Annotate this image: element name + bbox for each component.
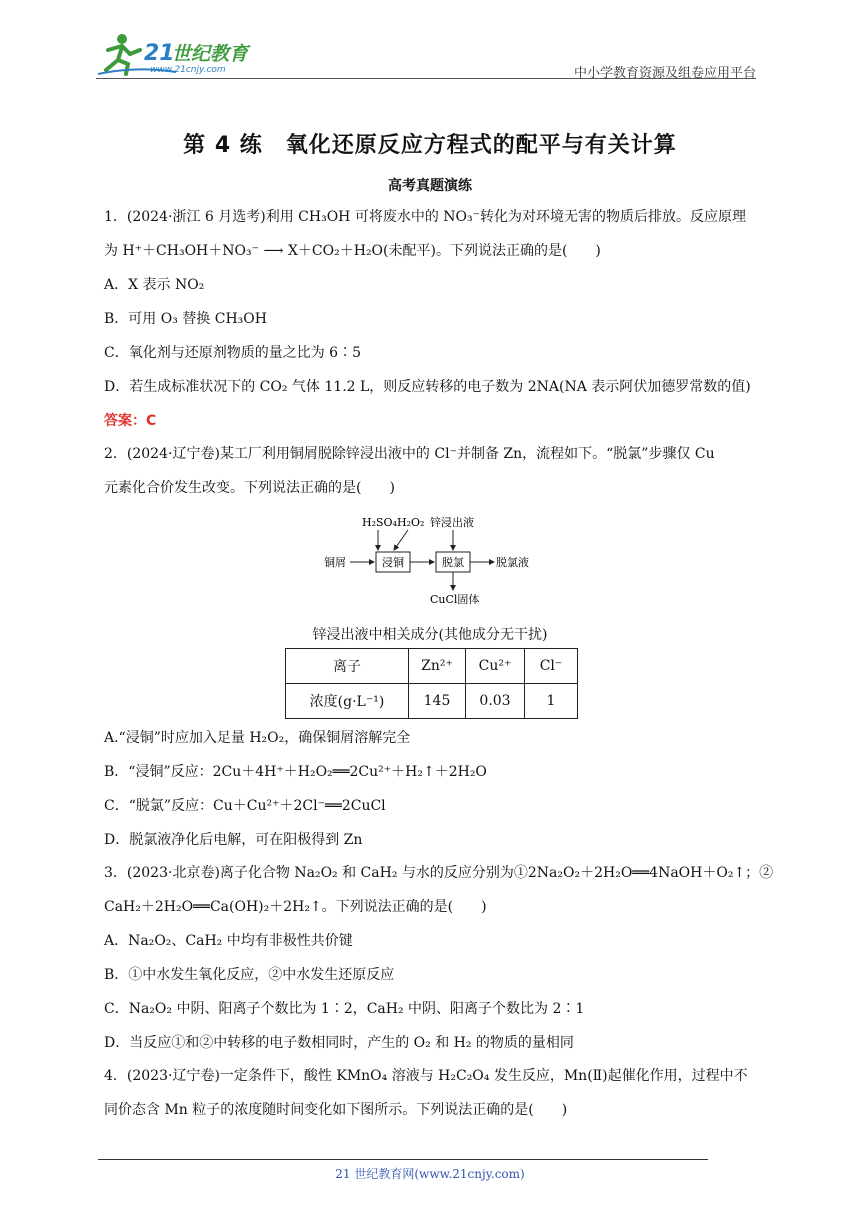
- flow-reagent-2: H₂O₂: [397, 516, 425, 529]
- flow-reagent-3: 锌浸出液: [430, 516, 474, 529]
- process-flow-diagram: [318, 512, 538, 608]
- q1-option-a: A．X 表示 NO₂: [104, 277, 205, 293]
- q2-option-d: D．脱氯液净化后电解，可在阳极得到 Zn: [104, 832, 363, 848]
- q1-option-c: C．氧化剂与还原剂物质的量之比为 6∶5: [104, 345, 361, 361]
- page-title: 第 4 练 氧化还原反应方程式的配平与有关计算: [183, 133, 677, 158]
- table-cell: Cl⁻: [525, 649, 578, 684]
- q3-option-d: D．当反应①和②中转移的电子数相同时，产生的 O₂ 和 H₂ 的物质的量相同: [104, 1035, 574, 1051]
- header-divider: [96, 78, 756, 79]
- q3-option-a: A．Na₂O₂、CaH₂ 中均有非极性共价键: [104, 933, 353, 949]
- flow-input: 铜屑: [324, 556, 346, 569]
- q3-stem-line2: CaH₂＋2H₂O══Ca(OH)₂＋2H₂↑。下列说法正确的是( ): [104, 899, 487, 915]
- table-caption: 锌浸出液中相关成分(其他成分无干扰): [312, 627, 548, 643]
- ion-concentration-table: [285, 648, 578, 719]
- q3-option-c: C．Na₂O₂ 中阴、阳离子个数比为 1∶2，CaH₂ 中阴、阳离子个数比为 2∶1: [104, 1001, 585, 1017]
- q2-option-b: B．“浸铜”反应：2Cu＋4H⁺＋H₂O₂══2Cu²⁺＋H₂↑＋2H₂O: [104, 764, 487, 780]
- platform-name: 中小学教育资源及组卷应用平台: [573, 66, 756, 81]
- footer-link[interactable]: 21 世纪教育网(www.21cnjy.com): [335, 1167, 525, 1181]
- table-cell: Zn²⁺: [409, 649, 466, 684]
- flow-step-1: 浸铜: [382, 556, 404, 569]
- table-cell: 0.03: [466, 684, 525, 719]
- page-header: [96, 30, 756, 82]
- flow-solid: CuCl固体: [430, 593, 480, 606]
- q2-stem-line1: 2．(2024·辽宁卷)某工厂利用铜屑脱除锌浸出液中的 Cl⁻并制备 Zn，流程如下。“脱氯”步骤仅 Cu: [104, 446, 715, 462]
- q1-answer: 答案：C: [104, 413, 157, 429]
- q1-stem-line2: 为 H⁺＋CH₃OH＋NO₃⁻ ⟶ X＋CO₂＋H₂O(未配平)。下列说法正确的是( ): [104, 243, 601, 259]
- footer-divider: [98, 1159, 708, 1160]
- flow-step-2: 脱氯: [442, 556, 464, 569]
- table-row: [286, 684, 578, 719]
- table-header-row: [286, 649, 578, 684]
- flow-output: 脱氯液: [496, 556, 529, 569]
- flow-arrow-reagent-2: [394, 530, 408, 550]
- table-cell: 离子: [286, 649, 409, 684]
- q2-stem-line2: 元素化合价发生改变。下列说法正确的是( ): [104, 480, 395, 496]
- section-title: 高考真题演练: [388, 178, 472, 194]
- brand-logo[interactable]: [96, 30, 266, 78]
- q2-option-c: C．“脱氯”反应：Cu＋Cu²⁺＋2Cl⁻══2CuCl: [104, 798, 386, 814]
- q4-stem-line2: 同价态含 Mn 粒子的浓度随时间变化如下图所示。下列说法正确的是( ): [104, 1102, 568, 1118]
- svg-text:21: 21: [144, 41, 175, 66]
- svg-text:www.21cnjy.com: www.21cnjy.com: [150, 65, 226, 75]
- runner-logo-icon: [96, 30, 266, 78]
- q4-stem-line1: 4．(2023·辽宁卷)一定条件下，酸性 KMnO₄ 溶液与 H₂C₂O₄ 发生反应，Mn(Ⅱ)起催化作用，过程中不: [104, 1068, 748, 1084]
- q1-option-d: D．若生成标准状况下的 CO₂ 气体 11.2 L，则反应转移的电子数为 2NA(NA 表示阿伏加德罗常数的值): [104, 379, 751, 395]
- table-cell: 1: [525, 684, 578, 719]
- q3-stem-line1: 3．(2023·北京卷)离子化合物 Na₂O₂ 和 CaH₂ 与水的反应分别为①2Na₂O₂＋2H₂O══4NaOH＋O₂↑；②: [104, 865, 774, 881]
- flow-reagent-1: H₂SO₄: [362, 516, 397, 529]
- q1-stem-line1: 1．(2024·浙江 6 月选考)利用 CH₃OH 可将废水中的 NO₃⁻转化为对环境无害的物质后排放。反应原理: [104, 209, 747, 225]
- q3-option-b: B．①中水发生氧化反应，②中水发生还原反应: [104, 967, 395, 983]
- table-cell: Cu²⁺: [466, 649, 525, 684]
- svg-text:世纪教育: 世纪教育: [172, 43, 249, 65]
- table-cell: 145: [409, 684, 466, 719]
- q1-option-b: B．可用 O₃ 替换 CH₃OH: [104, 311, 267, 327]
- table-cell: 浓度(g·L⁻¹): [286, 684, 409, 719]
- q2-option-a: A.“浸铜”时应加入足量 H₂O₂，确保铜屑溶解完全: [104, 730, 411, 746]
